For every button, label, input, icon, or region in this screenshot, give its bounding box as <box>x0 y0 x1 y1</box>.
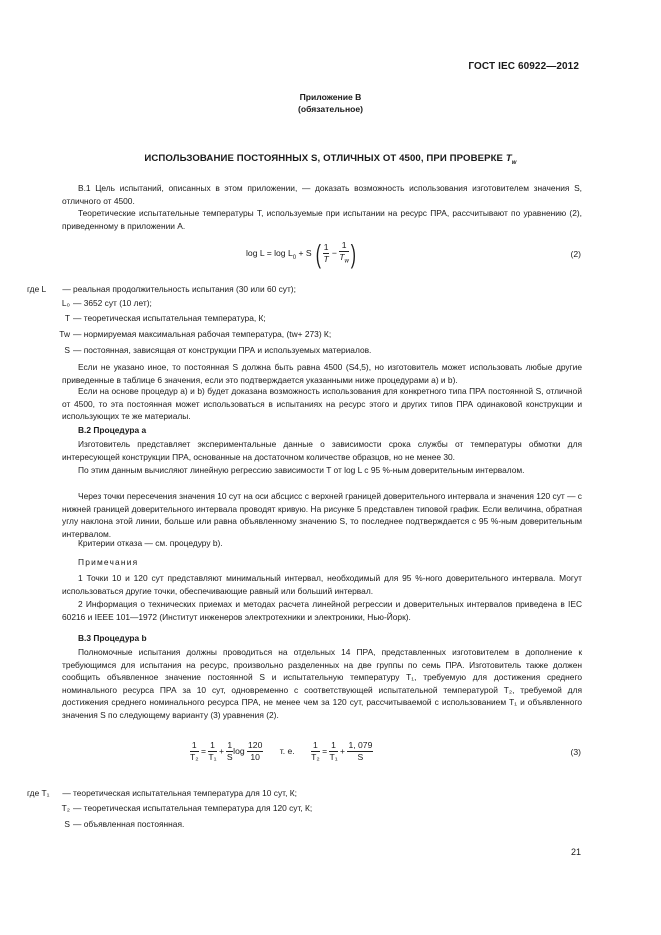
main-title-symbol: T <box>505 153 512 164</box>
page-number: 21 <box>570 847 581 857</box>
f3-log: log <box>233 745 245 756</box>
appendix-subtitle: (обязательное) <box>297 104 364 114</box>
formula-2-minus: − <box>331 248 337 259</box>
paragraph-b2-criteria: Критерии отказа — см. процедуру b). <box>78 538 223 548</box>
f3-c-num: 1 <box>227 740 233 750</box>
f3-plus2: + <box>340 745 346 756</box>
formula-2-left: log L = log L <box>246 248 293 259</box>
heading-b2: В.2 Процедура а <box>78 425 147 435</box>
def-symbol: L₀ <box>61 298 70 308</box>
frac2-den: T <box>339 252 345 262</box>
f3-d-num: 120 <box>248 740 263 750</box>
f3-eq2: = <box>322 745 328 756</box>
f3-d-den: 10 <box>250 752 260 762</box>
note-1: 1 Точки 10 и 120 сут представляют минимальный интервал, необходимый для 95 %-ного доверительного интервала. Могут использоваться другие точки, обеспечивающие равный или больший интервал. <box>62 573 582 596</box>
def-symbol: S <box>64 819 70 829</box>
f3-frac-d <box>247 740 263 763</box>
formula-3 <box>190 740 373 763</box>
f3-a-den: T₂ <box>190 752 199 762</box>
def-symbol: S <box>64 345 70 355</box>
f3-frac-f <box>329 740 337 763</box>
frac2-den-sub: w <box>344 258 349 265</box>
f3-frac-a <box>190 740 199 763</box>
formula-2-frac2 <box>339 240 349 268</box>
f3-f-num: 1 <box>331 740 336 750</box>
def-symbol: T₂ <box>61 803 70 813</box>
def-text: — объявленная постоянная. <box>73 819 185 829</box>
f3-c-den: S <box>226 752 233 762</box>
f3-e-num: 1 <box>312 740 318 750</box>
f3-b-num: 1 <box>210 740 215 750</box>
formula-2-close-bracket: ) <box>350 238 356 269</box>
formula-2-open-bracket: ( <box>315 238 321 269</box>
paragraph-b3: Полномочные испытания должны проводиться на отдельных 14 ПРА, представленных изготовителем в дополнение к требующимся для испытания на ресурс, произвольно разделенных на две группы по семь ПРА. Изготовитель также должен сообщить объявленное значение постоянной S и испытательную температуру T₁, требуемую для достижения среднего номинального ресурса ПРА за 10 сут, одновременно с соответствующей испытательной температурой T₂, требуемой для достижения среднего номинального ресурса ПРА, не менее чем за 120 сут, рассчитываемой с использованием T₁ и объявленного значения S по следующему варианту (3) уравнения (2). <box>62 647 582 720</box>
def-symbol: Tw <box>59 329 70 339</box>
def-row <box>30 802 312 815</box>
f3-eq: = <box>200 745 207 756</box>
def-row <box>30 344 371 357</box>
f3-e-den: T₂ <box>311 752 320 762</box>
f3-frac-e <box>311 740 320 763</box>
paragraph-b2-curve: Через точки пересечения значения 10 сут на оси абсцисс с верхней границей доверительного интервала и значения 120 сут — с нижней границей доверительного интервала проводят кривую. На рисунке 5 представлен типовой график. Если величина, обратная углу наклона этой линии, больше или равна объявленному значению S, то последнее подтверждается с 95 %-ным доверительным интервалом. <box>62 491 582 539</box>
note-2: 2 Информация о технических приемах и методах расчета линейной регрессии и доверительных интервалов приведена в IEC 60216 и IEEE 101—1972 (Институт инженеров электротехники и электроники, Нью-Йорк). <box>62 599 582 622</box>
def-row <box>30 312 266 325</box>
f3-frac-g <box>347 740 373 763</box>
formula-3-number: (3) <box>570 747 581 757</box>
main-title-subscript: w <box>511 159 517 166</box>
def-symbol: где L <box>27 284 47 294</box>
paragraph-b2-data: Изготовитель представляет экспериментальные данные о зависимости срока службы от температуры обмотки для интересующей конструкции ПРА, основанные на достаточном количестве образцов, но не менее 30. <box>62 439 582 462</box>
paragraph-theory: Теоретические испытательные температуры T, используемые при испытании на ресурс ПРА, рассчитывают по уравнению (2), приведенному в приложении А. <box>62 208 582 231</box>
def-symbol: T <box>64 313 70 323</box>
paragraph-default-s: Если не указано иное, то постоянная S должна быть равна 4500 (S4,5), но изготовитель может использовать любые другие приведенные в таблице 6 значения, если это подтверждается указанными ниже процедурами а) и b). <box>62 362 582 385</box>
main-title-text: ИСПОЛЬЗОВАНИЕ ПОСТОЯННЫХ S, ОТЛИЧНЫХ ОТ 4500, ПРИ ПРОВЕРКЕ <box>144 153 504 164</box>
formula-2-plus: + S <box>296 248 312 259</box>
f3-plus: + <box>218 745 224 756</box>
formula-2-number: (2) <box>570 249 581 259</box>
formula-2-sub0: 0 <box>292 254 297 261</box>
heading-b3: В.3 Процедура b <box>78 633 147 643</box>
main-title <box>0 153 661 170</box>
paragraph-b1: В.1 Цель испытаний, описанных в этом приложении, — доказать возможность использования изготовителем значения S, отличного от 4500. <box>62 183 582 206</box>
def-text: — теоретическая испытательная температура, К; <box>73 313 266 323</box>
formula-2-frac1 <box>323 242 330 265</box>
f3-b-den: T₁ <box>208 752 217 762</box>
f3-a-num: 1 <box>191 740 197 750</box>
f3-g-den: S <box>357 752 364 762</box>
def-text: — постоянная, зависящая от конструкции ПРА и используемых материалов. <box>73 345 372 355</box>
f3-f-den: T₁ <box>329 752 338 762</box>
def-text: — теоретическая испытательная температура для 10 сут, К; <box>62 788 297 798</box>
def-row <box>27 283 296 296</box>
def-text: — реальная продолжительность испытания (30 или 60 сут); <box>62 284 296 294</box>
f3-te: т. е. <box>279 745 295 756</box>
def-row <box>30 297 152 310</box>
document-header: ГОСТ IEC 60922—2012 <box>468 61 579 72</box>
paragraph-other-s: Если на основе процедур а) и b) будет доказана возможность использования для конкретного типа ПРА постоянной S, отличной от 4500, то эта постоянная может использоваться в испытаниях на ресурс этого и других типов ПРА одинаковой конструкции и использующих те же материалы. <box>62 386 582 422</box>
def-row <box>30 818 184 831</box>
frac1-num: 1 <box>323 242 329 253</box>
paragraph-b2-regression: По этим данным вычисляют линейную регрессию зависимости T от log L с 95 %-ным доверительным интервалом. <box>78 465 525 475</box>
def-text: — теоретическая испытательная температура для 120 сут, К; <box>73 803 313 813</box>
frac2-num: 1 <box>339 240 349 252</box>
notes-heading: Примечания <box>78 557 139 567</box>
formula-2 <box>246 240 358 268</box>
def-text: — 3652 сут (10 лет); <box>73 298 152 308</box>
frac1-den: T <box>323 254 329 265</box>
def-row <box>27 787 297 800</box>
f3-g-num: 1, 079 <box>348 740 373 750</box>
def-row <box>30 328 331 341</box>
def-text: — нормируемая максимальная рабочая температура, (tw+ 273) К; <box>73 329 332 339</box>
f3-frac-b <box>208 740 216 763</box>
def-symbol: где T₁ <box>27 788 50 798</box>
appendix-title: Приложение В <box>299 92 362 102</box>
